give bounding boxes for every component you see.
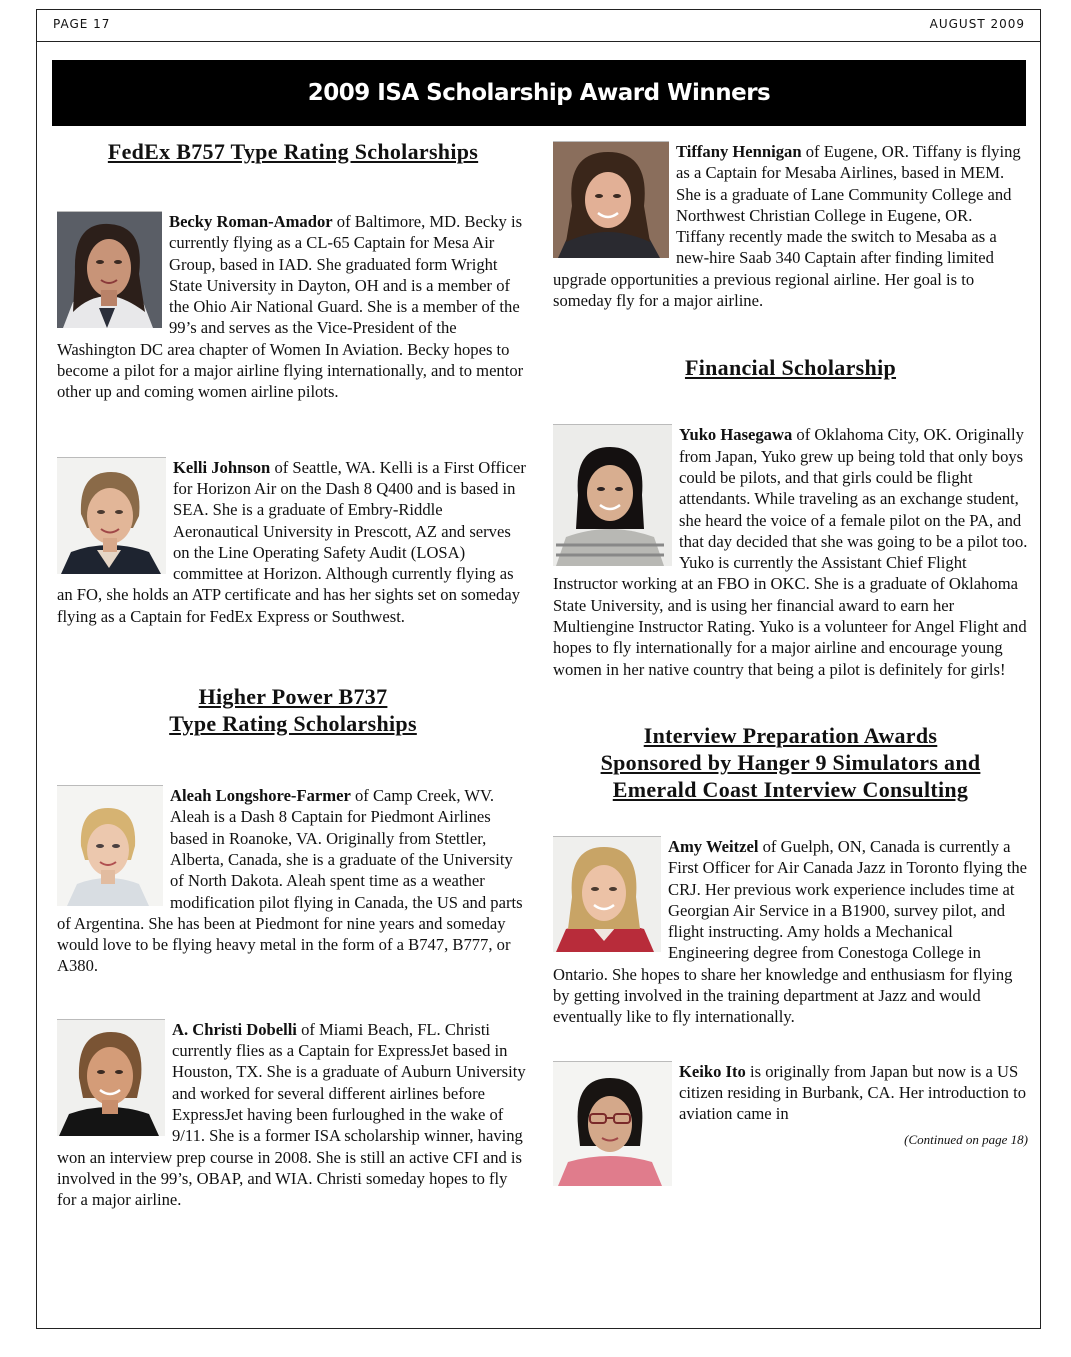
bio-aleah: of Camp Creek, WV. Aleah is a Dash 8 Captain for Piedmont Airlines based in Roanoke, VA. Originally from Stettler, Alberta, Canada, she is a graduate of the University of North Dakota. Aleah spent time as a weather modification pilot flying in Canada, the US and parts of Argentina. She has been at Piedmont for nine years and someday would love to be flying heavy metal in the form of a B747, B777, or A380. bbox=[57, 786, 523, 976]
interview-heading-line3: Emerald Coast Interview Consulting bbox=[612, 776, 969, 802]
photo-keiko bbox=[553, 1061, 672, 1186]
winner-becky bbox=[57, 211, 529, 403]
financial-heading: Financial Scholarship bbox=[684, 355, 897, 381]
winner-keiko bbox=[553, 1061, 1028, 1188]
issue-date: AUGUST 2009 bbox=[929, 17, 1025, 31]
name-becky: Becky Roman-Amador bbox=[169, 212, 333, 231]
right-column bbox=[553, 138, 1028, 1188]
name-yuko: Yuko Hasegawa bbox=[679, 425, 793, 445]
bio-christi: of Miami Beach, FL. Christi currently flies as a Captain for ExpressJet based in Houston, TX. She is a graduate of Auburn University and worked for several different airlines before ExpressJet having been furloughed in the wake of 9/11. She is a former ISA scholarship winner, having won an interview prep course in 2008. She is still an active CFI and is involved in the 99’s, OBAP, and WIA. Christi someday hopes to fly for a major airline. bbox=[57, 1019, 526, 1210]
bio-yuko: of Oklahoma City, OK. Originally from Japan, Yuko grew up being told that only boys could be pilots, and that girls could be flight attendants. While traveling as an exchange student, she heard the voice of a female pilot on the PA, and that day decided that she was going to be a pilot too. Yuko is currently the Assistant Chief Flight Instructor working at an FBO in OKC. She is a graduate of Oklahoma State University, and is using her financial award to earn her Multiengine Instructor Rating. Yuko is a volunteer for Angel Flight and hopes to fly internationally for a major airline and encourage young women in her native country that being a pilot is definitely for girls! bbox=[553, 425, 1028, 679]
name-kelli: Kelli Johnson bbox=[173, 457, 271, 477]
photo-kelli bbox=[57, 457, 166, 574]
higher-power-heading bbox=[57, 683, 529, 737]
photo-aleah bbox=[57, 785, 163, 906]
bio-kelli: of Seattle, WA. Kelli is a First Officer for Horizon Air on the Dash 8 Q400 and is based in SEA. She is a graduate of Embry-Riddle Aeronautical University in Prescott, AZ and serves on the Line Operating Safety Audit (LOSA) committee at Horizon. Although currently flying as an FO, she holds an ATP certificate and has her sights set on someday flying as a Captain for FedEx Express or Southwest. bbox=[57, 457, 526, 626]
page-number: PAGE 17 bbox=[53, 17, 111, 31]
photo-yuko bbox=[553, 424, 672, 566]
winner-amy bbox=[553, 836, 1028, 1028]
left-column bbox=[57, 138, 529, 1210]
winner-tiffany bbox=[553, 141, 1028, 311]
name-tiffany: Tiffany Hennigan bbox=[676, 142, 802, 161]
winner-christi bbox=[57, 1019, 529, 1211]
continued-note: (Continued on page 18) bbox=[904, 1131, 1028, 1147]
fedex-heading: FedEx B757 Type Rating Scholarships bbox=[107, 139, 479, 164]
photo-amy bbox=[553, 836, 661, 952]
header-rule bbox=[36, 41, 1041, 42]
winner-yuko bbox=[553, 424, 1028, 680]
page-banner bbox=[52, 60, 1026, 126]
name-keiko: Keiko Ito bbox=[679, 1061, 746, 1081]
interview-heading-line1: Interview Preparation Awards bbox=[643, 722, 938, 748]
photo-tiffany bbox=[553, 141, 669, 258]
name-christi: A. Christi Dobelli bbox=[172, 1019, 297, 1039]
bio-tiffany: of Eugene, OR. Tiffany is flying as a Captain for Mesaba Airlines, based in MEM. She is a graduate of Lane Community College and Northwest Christian College in Eugene, OR. Tiffany recently made the switch to Mesaba as a new-hire Saab 340 Captain after finding limited upgrade opportunities a previous regional airline. Her goal is to someday fly for a major airline. bbox=[553, 142, 1021, 311]
bio-becky: of Baltimore, MD. Becky is currently flying as a CL-65 Captain for Mesa Air Group, based in IAD. She graduated form Wright State University in Dayton, OH and is a member of the Ohio Air National Guard. She is a member of the 99’s and serves as the Vice-President of the Washington DC area chapter of Women In Aviation. Becky hopes to become a pilot for a major airline flying internationally, and to mentor other up and coming women airline pilots. bbox=[57, 212, 524, 402]
interview-heading-line2: Sponsored by Hanger 9 Simulators and bbox=[600, 749, 981, 775]
photo-becky bbox=[57, 211, 162, 328]
photo-christi bbox=[57, 1019, 165, 1136]
interview-heading bbox=[553, 722, 1028, 803]
winner-aleah bbox=[57, 785, 529, 977]
higher-power-heading-line1: Higher Power B737 bbox=[198, 684, 388, 710]
bio-keiko: is originally from Japan but now is a US citizen residing in Burbank, CA. Her introduction to aviation came in bbox=[679, 1061, 1027, 1124]
name-aleah: Aleah Longshore-Farmer bbox=[170, 786, 351, 806]
name-amy: Amy Weitzel bbox=[668, 836, 759, 856]
higher-power-heading-line2: Type Rating Scholarships bbox=[169, 711, 417, 737]
banner-title: 2009 ISA Scholarship Award Winners bbox=[307, 80, 771, 106]
bio-amy: of Guelph, ON, Canada is currently a First Officer for Air Canada Jazz in Toronto flying the CRJ. Her previous work experience includes time at Georgian Air Service in a B1900, survey pilot, and flight instructing. Amy holds a Mechanical Engineering degree from Conestoga College in Ontario. She hopes to share her knowledge and enthusiasm for flying by getting involved in the training department at Jazz and would eventually like to fly internationally. bbox=[553, 836, 1028, 1027]
winner-kelli bbox=[57, 457, 529, 627]
